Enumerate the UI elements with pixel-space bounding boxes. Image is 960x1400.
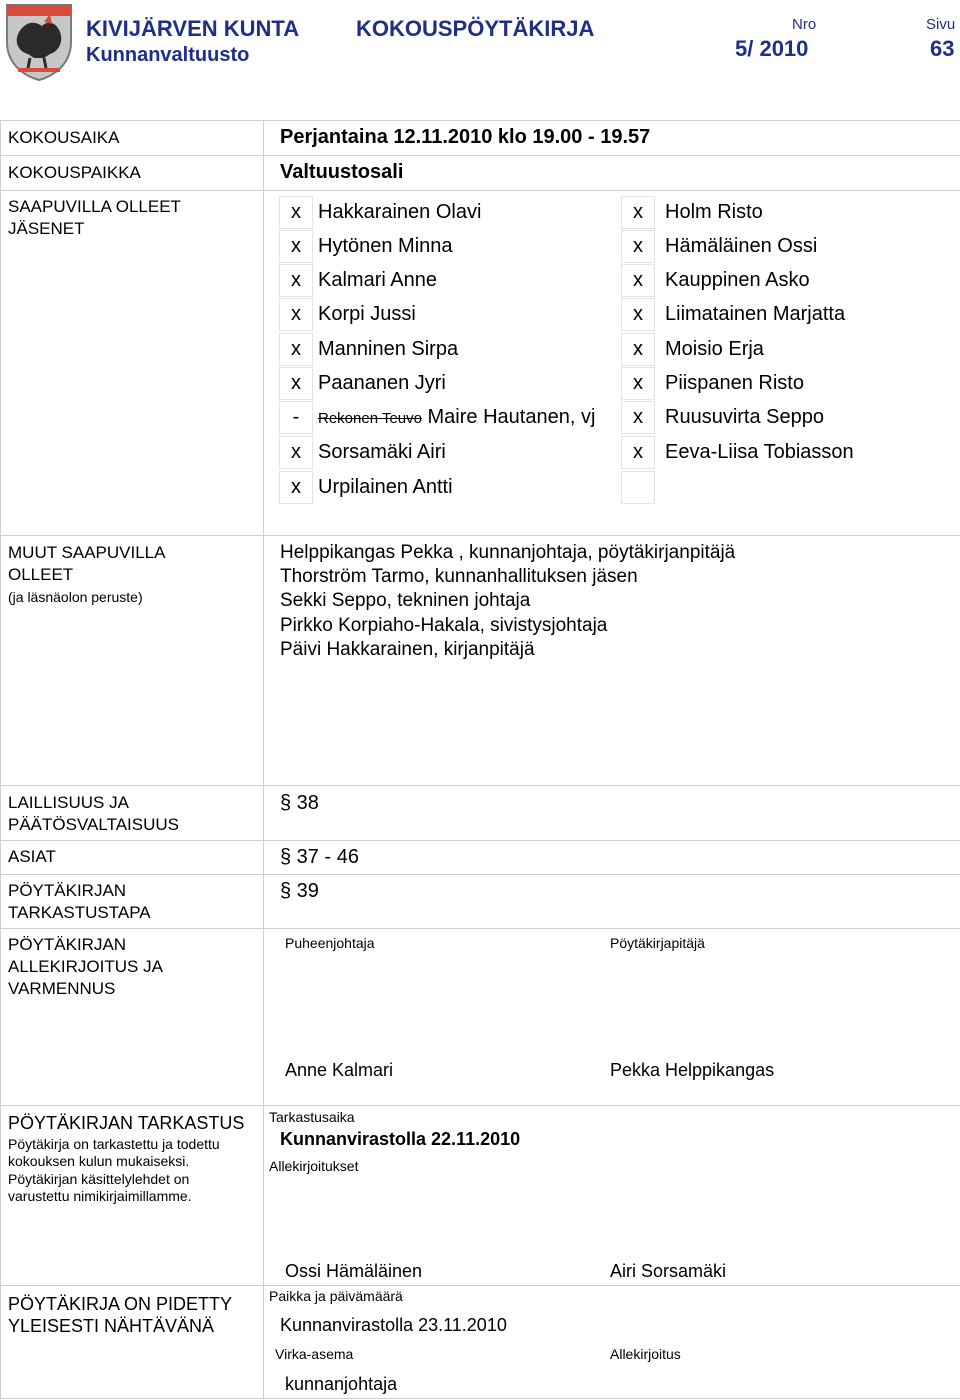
chair-label: Puheenjohtaja — [285, 935, 375, 951]
attendance-mark: x — [279, 333, 313, 366]
position-value: kunnanjohtaja — [285, 1374, 398, 1394]
member-name: Kauppinen Asko — [665, 269, 810, 291]
chair-name: Anne Kalmari — [285, 1060, 394, 1080]
member-name: Hakkarainen Olavi — [318, 201, 482, 223]
attendance-mark: x — [621, 264, 655, 297]
signing-label: PÖYTÄKIRJAN ALLEKIRJOITUS JA VARMENNUS — [8, 935, 163, 998]
other-attendee: Helppikangas Pekka , kunnanjohtaja, pöytäkirjanpitäjä — [280, 542, 736, 563]
inspector-name: Ossi Hämäläinen — [285, 1261, 423, 1281]
member-name: Holm Risto — [665, 201, 763, 223]
attendance-mark: x — [279, 436, 313, 469]
display-label: PÖYTÄKIRJA ON PIDETTY YLEISESTI NÄHTÄVÄNÄ — [8, 1294, 233, 1336]
sivu-value: 63 — [930, 36, 955, 61]
inspection-method-label: PÖYTÄKIRJAN TARKASTUSTAPA — [8, 881, 151, 922]
other-attendee: Sekki Seppo, tekninen johtaja — [280, 590, 531, 612]
attendance-mark: x — [621, 230, 655, 263]
inspection-time-value: Kunnanvirastolla 22.11.2010 — [280, 1129, 521, 1149]
legality-section: § 38 — [280, 792, 319, 814]
attendance-mark: x — [279, 196, 313, 229]
empty-mark-cell — [621, 471, 655, 504]
attendance-mark: x — [279, 471, 313, 504]
nro-label: Nro — [792, 16, 817, 33]
attendance-mark: x — [279, 264, 313, 297]
matters-label: ASIAT — [8, 847, 56, 866]
member-name-substitute — [318, 401, 595, 435]
attendance-mark: x — [621, 196, 655, 229]
member-name: Sorsamäki Airi — [318, 441, 446, 463]
meeting-time-value: Perjantaina 12.11.2010 klo 19.00 - 19.57 — [280, 126, 651, 148]
attendance-mark: x — [621, 367, 655, 400]
inspection-method-section: § 39 — [280, 880, 319, 902]
signature-label: Allekirjoitus — [610, 1346, 681, 1362]
inspection-description: Pöytäkirja on tarkastettu ja todettu kokouksen kulun mukaiseksi. Pöytäkirjan käsittelylehdet on varustettu nimikirjaimillamme. — [8, 1136, 220, 1204]
coat-of-arms-logo — [4, 2, 74, 82]
secretary-label: Pöytäkirjapitäjä — [610, 935, 705, 951]
document-type: KOKOUSPÖYTÄKIRJA — [356, 16, 595, 41]
other-attendee: Thorström Tarmo, kunnanhallituksen jäsen — [280, 566, 638, 588]
signatures-label: Allekirjoitukset — [269, 1158, 359, 1174]
other-attendee: Päivi Hakkarainen, kirjanpitäjä — [280, 638, 535, 660]
member-name: Manninen Sirpa — [318, 338, 459, 360]
other-attendee: Pirkko Korpiaho-Hakala, sivistysjohtaja — [280, 614, 608, 636]
attendance-mark: - — [279, 401, 313, 434]
member-name: Hytönen Minna — [318, 235, 453, 257]
meeting-place-value: Valtuustosali — [280, 161, 404, 183]
member-name: Ruusuvirta Seppo — [665, 406, 824, 428]
attendance-mark: x — [279, 367, 313, 400]
attendance-mark: x — [279, 230, 313, 263]
member-name: Kalmari Anne — [318, 269, 437, 291]
inspection-title: PÖYTÄKIRJAN TARKASTUS — [8, 1113, 245, 1133]
legality-label: LAILLISUUS JA PÄÄTÖSVALTAISUUS — [8, 793, 179, 834]
member-name: Eeva-Liisa Tobiasson — [665, 441, 854, 463]
display-place-value: Kunnanvirastolla 23.11.2010 — [280, 1315, 507, 1335]
position-label: Virka-asema — [275, 1346, 354, 1362]
meeting-time-label: KOKOUSAIKA — [8, 128, 120, 147]
substitute-name: Maire Hautanen, vj — [421, 406, 596, 428]
member-name: Korpi Jussi — [318, 303, 416, 325]
sivu-label: Sivu — [926, 16, 956, 33]
attendance-mark: x — [621, 436, 655, 469]
others-label: MUUT SAAPUVILLA OLLEET (ja läsnäolon peruste) — [8, 543, 166, 605]
meeting-place-label: KOKOUSPAIKKA — [8, 163, 141, 182]
attendance-mark: x — [621, 401, 655, 434]
member-name: Urpilainen Antti — [318, 476, 453, 498]
secretary-name: Pekka Helppikangas — [610, 1060, 775, 1080]
member-name: Piispanen Risto — [665, 372, 804, 394]
struck-member-name: Rekonen Teuvo — [318, 410, 422, 427]
attendance-mark: x — [279, 298, 313, 331]
member-name: Paananen Jyri — [318, 372, 446, 394]
display-place-label: Paikka ja päivämäärä — [269, 1288, 403, 1304]
municipality-name: KIVIJÄRVEN KUNTA — [86, 16, 300, 41]
inspector-name: Airi Sorsamäki — [610, 1261, 727, 1281]
council-name: Kunnanvaltuusto — [86, 44, 250, 66]
member-name: Hämäläinen Ossi — [665, 235, 818, 257]
member-name: Liimatainen Marjatta — [665, 303, 846, 325]
others-list — [280, 541, 735, 662]
inspection-time-label: Tarkastusaika — [269, 1109, 355, 1125]
attendance-mark: x — [621, 333, 655, 366]
matters-sections: § 37 - 46 — [280, 846, 359, 868]
member-name: Moisio Erja — [665, 338, 764, 360]
attendance-mark: x — [621, 298, 655, 331]
members-label: SAAPUVILLA OLLEET JÄSENET — [8, 197, 181, 238]
nro-value: 5/ 2010 — [735, 36, 809, 61]
